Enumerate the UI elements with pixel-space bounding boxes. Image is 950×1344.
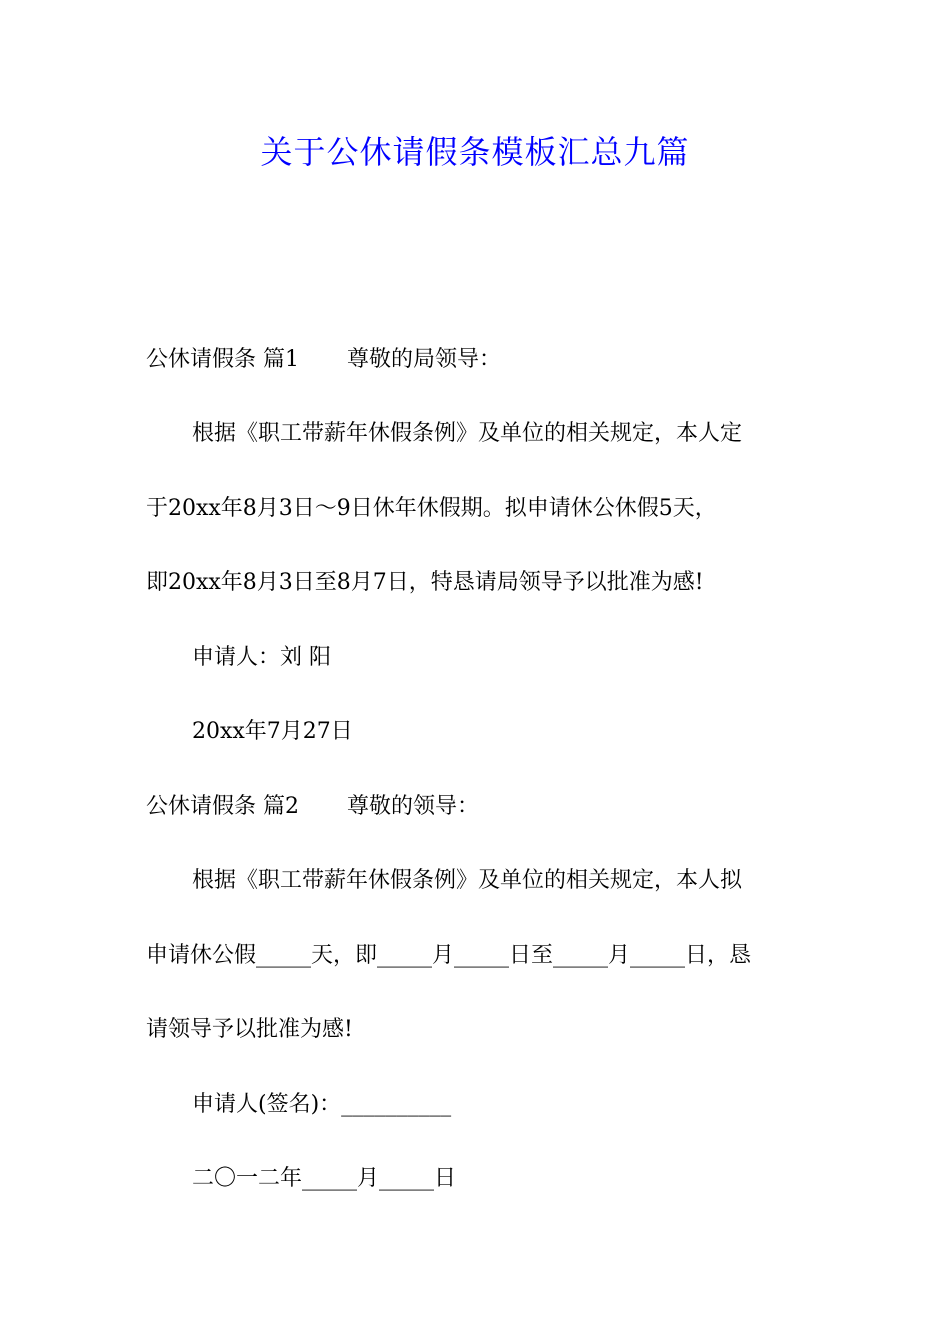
section-1-applicant: 申请人：刘 阳 [192, 645, 331, 670]
section-1-salutation: 尊敬的局领导： [347, 347, 502, 372]
section-2-salutation: 尊敬的领导： [347, 794, 480, 819]
section-2-body-line-1: 根据《职工带薪年休假条例》及单位的相关规定，本人拟 [192, 868, 743, 893]
section-2-applicant: 申请人(签名)：__________ [192, 1092, 452, 1117]
section-1-date: 20xx年7月27日 [192, 719, 353, 744]
section-1-body-line-3: 即20xx年8月3日至8月7日，特恳请局领导予以批准为感! [146, 570, 704, 595]
section-1-body-line-2: 于20xx年8月3日～9日休年休假期。拟申请休公休假5天， [146, 496, 717, 521]
page-title: 关于公休请假条模板汇总九篇 [260, 133, 690, 171]
section-1-heading: 公休请假条 篇1 [146, 347, 299, 372]
section-1-body-line-1: 根据《职工带薪年休假条例》及单位的相关规定，本人定 [192, 421, 743, 446]
section-2-body-line-3: 请领导予以批准为感! [146, 1017, 353, 1042]
section-2-heading: 公休请假条 篇2 [146, 794, 299, 819]
section-2-date: 二〇一二年_____月_____日 [192, 1166, 457, 1191]
section-1-heading-line [146, 344, 501, 376]
section-2-heading-line [146, 791, 479, 823]
section-2-body-line-2: 申请休公假_____天，即_____月_____日至_____月_____日，恳 [146, 943, 752, 968]
